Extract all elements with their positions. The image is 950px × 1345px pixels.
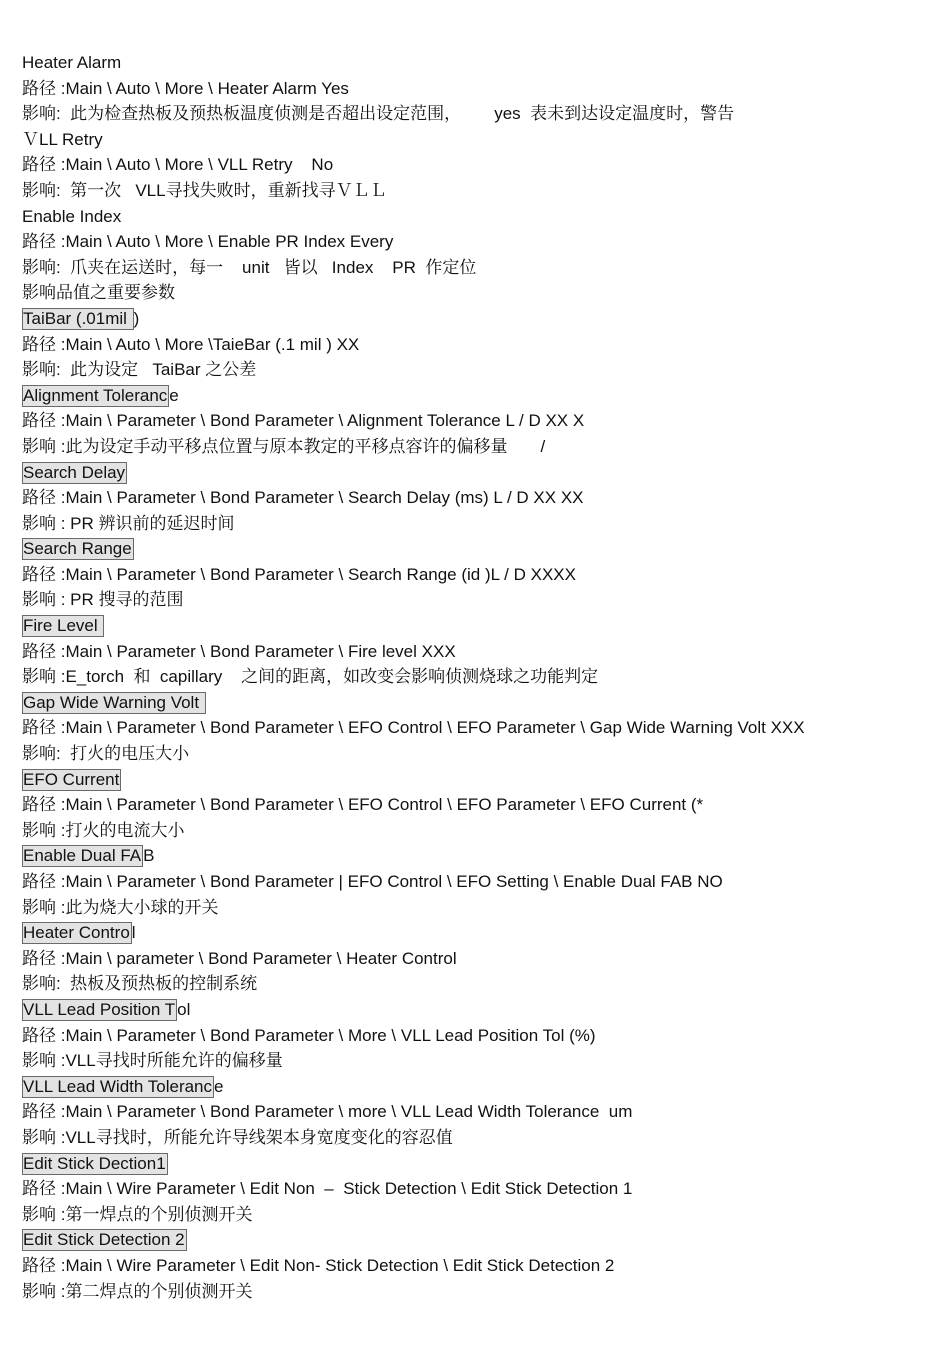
section-heading-row	[22, 613, 932, 639]
text-line: 路径 :Main \ Auto \ More \ Heater Alarm Yes	[22, 78, 349, 98]
heading-tail-text: B	[143, 846, 155, 866]
text-line: 路径 :Main \ Parameter \ Bond Parameter \ EFO Control \ EFO Parameter \ EFO Current (*	[22, 795, 704, 815]
section-heading: ＶLL Retry	[22, 129, 103, 149]
highlighted-heading: TaiBar (.01mil	[23, 308, 132, 328]
text-line: 影响 :此为设定手动平移点位置与原本教定的平移点容许的偏移量 /	[22, 436, 546, 456]
text-line: 路径 :Main \ Parameter \ Bond Parameter \ Fire level XXX	[22, 641, 456, 661]
section-heading-row	[22, 383, 932, 409]
text-line: 影响: 热板及预热板的控制系统	[22, 974, 258, 994]
heading-tail-text: e	[214, 1076, 224, 1096]
section-heading: Enable Index	[22, 206, 122, 226]
section-heading-row	[22, 536, 932, 562]
section-heading-row	[22, 306, 932, 332]
heading-tail-text: l	[131, 923, 136, 943]
highlighted-heading: Heater Contro	[23, 923, 130, 943]
highlighted-heading: Alignment Toleranc	[23, 385, 168, 405]
text-line: 影响 :打火的电流大小	[22, 820, 185, 840]
section-heading-row	[22, 920, 932, 946]
text-line: 影响: 此为检查热板及预热板温度侦测是否超出设定范围， yes 表未到达设定温度时，警告	[22, 104, 735, 124]
highlighted-heading: VLL Lead Width Toleranc	[23, 1076, 213, 1096]
text-line: 路径 :Main \ Wire Parameter \ Edit Non – Stick Detection \ Edit Stick Detection 1	[22, 1179, 633, 1199]
text-line: 路径 :Main \ Auto \ More \TaieBar (.1 mil ) XX	[22, 334, 360, 354]
text-line: 路径 :Main \ Parameter \ Bond Parameter \ More \ VLL Lead Position Tol (%)	[22, 1025, 596, 1045]
text-line: 影响: 打火的电压大小	[22, 744, 190, 764]
text-line: 路径 :Main \ Wire Parameter \ Edit Non- Stick Detection \ Edit Stick Detection 2	[22, 1255, 615, 1275]
section-heading-row	[22, 1151, 932, 1177]
text-line: 路径 :Main \ Parameter \ Bond Parameter \ Search Range (id )L / D XXXX	[22, 564, 576, 584]
heading-tail-text: ol	[177, 999, 191, 1019]
highlighted-heading: Fire Level	[23, 616, 103, 636]
section-heading-row	[22, 1074, 932, 1100]
text-line: 影响 : PR 辨识前的延迟时间	[22, 513, 235, 533]
highlighted-heading: Enable Dual FA	[23, 846, 142, 866]
text-line: 路径 :Main \ Parameter \ Bond Parameter \ EFO Control \ EFO Parameter \ Gap Wide Warning Volt XXX	[22, 718, 805, 738]
text-line: 影响: 此为设定 TaiBar 之公差	[22, 360, 257, 380]
highlighted-heading: Gap Wide Warning Volt	[23, 692, 204, 712]
text-line: 影响 :第一焊点的个别侦测开关	[22, 1204, 253, 1224]
text-line: 影响 :第二焊点的个别侦测开关	[22, 1281, 253, 1301]
text-line: 影响 :E_torch 和 capillary 之间的距离，如改变会影响侦测烧球之功能判定	[22, 667, 599, 687]
highlighted-heading: Search Delay	[23, 462, 126, 482]
text-line: 路径 :Main \ Auto \ More \ Enable PR Index Every	[22, 232, 394, 252]
text-line: 路径 :Main \ parameter \ Bond Parameter \ Heater Control	[22, 948, 457, 968]
section-heading-row	[22, 690, 932, 716]
text-line: 路径 :Main \ Auto \ More \ VLL Retry No	[22, 155, 334, 175]
text-line: 影响 :此为烧大小球的开关	[22, 897, 219, 917]
text-line: 影响 :VLL寻找时，所能允许导线架本身宽度变化的容忍值	[22, 1127, 453, 1147]
section-heading-row	[22, 460, 932, 486]
text-line: 影响品值之重要参数	[22, 283, 175, 303]
text-line: 影响 : PR 搜寻的范围	[22, 590, 184, 610]
text-line: 影响 :VLL寻找时所能允许的偏移量	[22, 1051, 283, 1071]
section-heading-row	[22, 767, 932, 793]
text-line: 影响: 第一次 VLL寻找失败时，重新找寻ＶＬＬ	[22, 180, 387, 200]
highlighted-heading: Search Range	[23, 539, 132, 559]
heading-tail-text: )	[133, 308, 140, 328]
text-line: 路径 :Main \ Parameter \ Bond Parameter \ Search Delay (ms) L / D XX XX	[22, 488, 584, 508]
section-heading-row	[22, 997, 932, 1023]
highlighted-heading: EFO Current	[23, 769, 120, 789]
text-line: 路径 :Main \ Parameter \ Bond Parameter \ Alignment Tolerance L / D XX X	[22, 411, 585, 431]
section-heading-row	[22, 1227, 932, 1253]
text-line: 路径 :Main \ Parameter \ Bond Parameter \ more \ VLL Lead Width Tolerance um	[22, 1102, 633, 1122]
section-heading-row	[22, 843, 932, 869]
text-line: 路径 :Main \ Parameter \ Bond Parameter | EFO Control \ EFO Setting \ Enable Dual FAB NO	[22, 872, 723, 891]
highlighted-heading: Edit Stick Detection 2	[23, 1230, 185, 1250]
highlighted-heading: VLL Lead Position T	[23, 999, 176, 1019]
highlighted-heading: Edit Stick Dection1	[23, 1153, 166, 1173]
section-heading: Heater Alarm	[22, 53, 122, 72]
document-page	[22, 50, 932, 1304]
heading-tail-text: e	[169, 385, 179, 405]
text-line: 影响: 爪夹在运送时，每一 unit 皆以 Index PR 作定位	[22, 257, 477, 277]
